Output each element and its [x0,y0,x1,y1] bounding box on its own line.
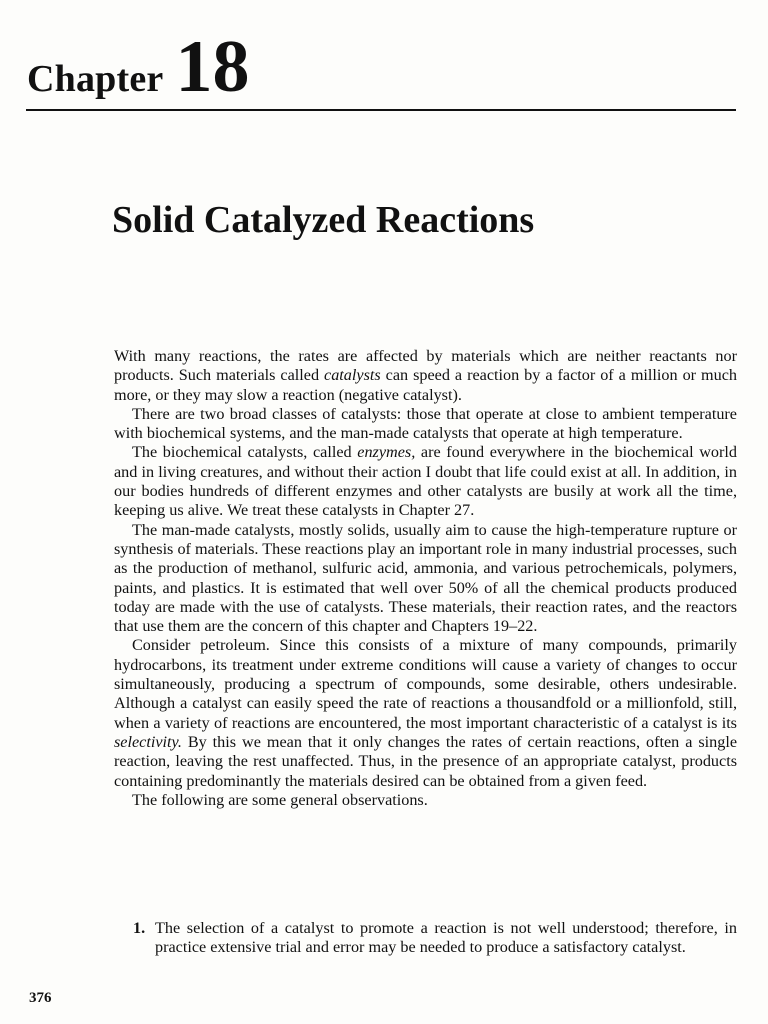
paragraph: With many reactions, the rates are affected by materials which are neither reactants nor products. Such materials called catalysts can speed a reaction by a factor of a million or much more, or they may slow a reaction (negative catalyst). [114,347,737,404]
page-number: 376 [29,990,52,1006]
observations-list [133,919,737,958]
list-item-text: The selection of a catalyst to promote a reaction is not well understood; therefore, in practice extensive trial and error may be needed to produce a satisfactory catalyst. [155,919,737,957]
paragraph: The biochemical catalysts, called enzymes, are found everywhere in the biochemical world and in living creatures, and without their action I doubt that life could exist at all. In addition, in our bodies hundreds of different enzymes and other catalysts are busily at work all the time, keeping us alive. We treat these catalysts in Chapter 27. [114,443,737,520]
chapter-number: 18 [175,26,250,108]
paragraph: The following are some general observations. [132,790,428,809]
list-item [133,919,737,958]
chapter-label: Chapter [27,58,164,100]
chapter-title: Solid Catalyzed Reactions [112,199,535,241]
list-item-number: 1. [133,919,146,937]
paragraph: There are two broad classes of catalysts: those that operate at close to ambient temperature with biochemical systems, and the man-made catalysts that operate at high temperature. [114,404,737,443]
heading-rule [26,109,736,111]
chapter-heading [27,26,250,108]
paragraph: The man-made catalysts, mostly solids, usually aim to cause the high-temperature rupture or synthesis of materials. These reactions play an important role in many industrial processes, such as the production of methanol, sulfuric acid, ammonia, and various petrochemicals, polymers, paints, and plastics. It is estimated that well over 50% of all the chemical products produced today are made with the use of catalysts. These materials, their reaction rates, and the reactors that use them are the concern of this chapter and Chapters 19–22. [114,520,737,636]
paragraph: Consider petroleum. Since this consists of a mixture of many compounds, primarily hydrocarbons, its treatment under extreme conditions will cause a variety of changes to occur simultaneously, producing a spectrum of compounds, some desirable, others undesirable. Although a catalyst can easily speed the rate of reactions a thousandfold or a millionfold, still, when a variety of reactions are encountered, the most important characteristic of a catalyst is its selectivity. By this we mean that it only changes the rates of certain reactions, often a single reaction, leaving the rest unaffected. Thus, in the presence of an appropriate catalyst, products containing predominantly the materials desired can be obtained from a given feed. [114,636,737,790]
body-text [114,347,737,810]
